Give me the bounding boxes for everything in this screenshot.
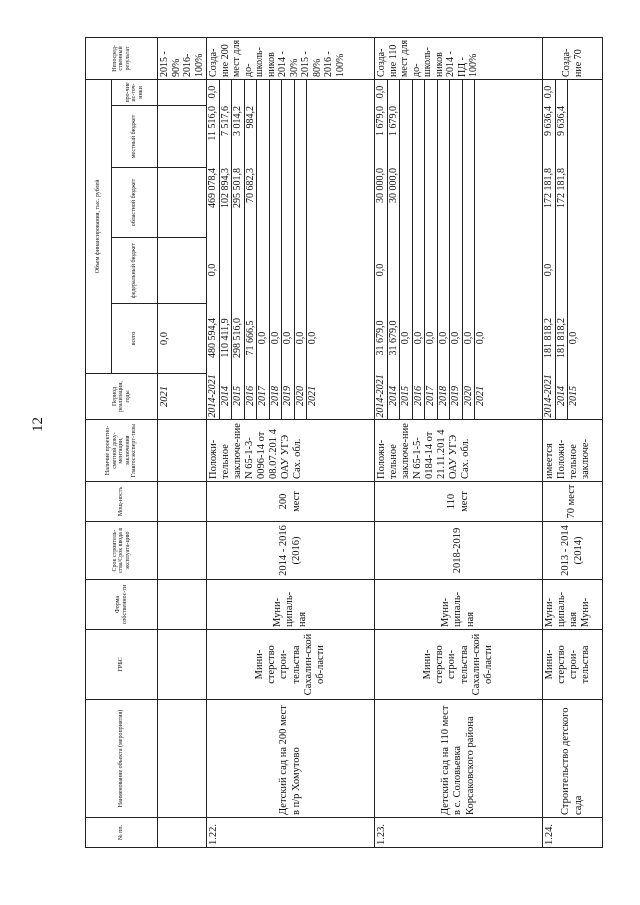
row-result: Созда-ние 110 мест для до-школь-ников 2014 - ПД - 100% — [375, 37, 543, 79]
header-other: про-чие ис-точ-ники — [112, 79, 158, 105]
funding-regional — [294, 167, 307, 237]
funding-year: 2017 — [257, 373, 270, 419]
funding-line — [543, 79, 555, 419]
funding-local: 3 014,2 — [232, 105, 245, 167]
funding-local — [450, 105, 463, 167]
row-ownership: Муни-ципаль-ная Муни- — [543, 580, 603, 630]
funding-line — [400, 79, 413, 419]
funding-other — [307, 79, 319, 105]
prev-result: 2015 - 90% 2016- 100% — [158, 37, 207, 79]
row-ownership: Муни-ципаль-ная — [375, 580, 543, 630]
row-deadline: 2014 - 2016 (2016) — [207, 522, 375, 580]
funding-other — [475, 79, 487, 105]
row-deadline: 2013 - 2014 (2014) — [543, 522, 603, 580]
row-ownership: Муни-ципаль-ная — [207, 580, 375, 630]
funding-total: 0,0 — [475, 331, 486, 345]
prev-year: 2021 — [158, 374, 207, 420]
funding-regional: 295 501,8 — [232, 167, 245, 237]
funding-other — [450, 79, 463, 105]
header-total: всего — [112, 304, 158, 374]
funding-year: 2020 — [462, 373, 475, 419]
funding-total: 31 679,0 — [375, 303, 387, 373]
funding-total: 0,0 — [294, 303, 307, 373]
funding-federal — [568, 237, 580, 303]
funding-local — [462, 105, 475, 167]
funding-year: 2018 — [437, 373, 450, 419]
funding-other: 0,0 — [375, 79, 387, 105]
funding-year: 2017 — [425, 373, 438, 419]
funding-regional — [475, 167, 487, 237]
funding-year: 2021 — [475, 386, 486, 406]
funding-regional: 102 894,3 — [219, 167, 232, 237]
header-federal: федеральный бюджет — [112, 238, 158, 304]
funding-year: 2019 — [282, 373, 295, 419]
funding-other — [232, 79, 245, 105]
funding-regional — [450, 167, 463, 237]
funding-line — [244, 79, 257, 419]
funding-total: 480 594,4 — [207, 303, 219, 373]
funding-year: 2016 — [412, 373, 425, 419]
row-capacity: 200 мест — [207, 482, 375, 522]
header-pd: Наличие проектно-сметной доку-ментации, заключения Главгосэксперт-тизы — [86, 420, 158, 482]
header-period: Период реализации, годы — [86, 374, 158, 420]
header-local: местный бюджет — [112, 106, 158, 168]
funding-line — [219, 79, 232, 419]
funding-local: 11 516,0 — [207, 105, 219, 167]
funding-line — [425, 79, 438, 419]
funding-local: 1 679,0 — [387, 105, 400, 167]
row-capacity: 70 мест — [543, 482, 603, 522]
funding-federal: 0,0 — [543, 237, 555, 303]
funding-other — [387, 79, 400, 105]
funding-local — [282, 105, 295, 167]
funding-local — [400, 105, 413, 167]
funding-local — [257, 105, 270, 167]
header-num: № пп. — [86, 818, 158, 848]
funding-total: 0,0 — [282, 303, 295, 373]
funding-local — [307, 105, 319, 167]
funding-local: 9 636,4 — [543, 105, 555, 167]
funding-regional: 469 078,4 — [207, 167, 219, 237]
funding-regional — [412, 167, 425, 237]
funding-other — [257, 79, 270, 105]
funding-federal — [412, 237, 425, 303]
funding-line — [462, 79, 475, 419]
funding-other — [437, 79, 450, 105]
funding-federal — [387, 237, 400, 303]
funding-year: 2014 — [387, 373, 400, 419]
funding-total: 0,0 — [437, 303, 450, 373]
funding-regional — [257, 167, 270, 237]
funding-other — [244, 79, 257, 105]
row-name: Строительство детского сада — [543, 700, 603, 818]
funding-local — [412, 105, 425, 167]
funding-line — [257, 79, 270, 419]
funding-federal — [232, 237, 245, 303]
funding-local: 984,2 — [244, 105, 257, 167]
funding-other: 0,0 — [207, 79, 219, 105]
funding-local — [294, 105, 307, 167]
row-funding-lines — [375, 79, 487, 419]
funding-regional: 172 181,8 — [555, 167, 568, 237]
funding-regional — [568, 167, 580, 237]
header-funding: Объем финансирования, тыс. рублей — [86, 79, 112, 373]
funding-other — [219, 79, 232, 105]
funding-local — [269, 105, 282, 167]
funding-regional: 172 181,8 — [543, 167, 555, 237]
row-grbs: Мини-стерство строи-тельства Сахалин-ской об-ласти — [207, 630, 375, 700]
funding-line — [232, 79, 245, 419]
funding-total: 31 679,0 — [387, 303, 400, 373]
funding-other — [462, 79, 475, 105]
funding-federal — [244, 237, 257, 303]
funding-other — [400, 79, 413, 105]
funding-regional — [425, 167, 438, 237]
funding-regional: 30 000,0 — [387, 167, 400, 237]
funding-local — [425, 105, 438, 167]
funding-federal — [425, 237, 438, 303]
funding-federal: 0,0 — [375, 237, 387, 303]
funding-line — [307, 79, 319, 419]
funding-local: 7 517,6 — [219, 105, 232, 167]
funding-line — [555, 79, 568, 419]
funding-year: 2014-2021 — [543, 374, 554, 418]
funding-other — [294, 79, 307, 105]
funding-line — [282, 79, 295, 419]
funding-regional — [269, 167, 282, 237]
funding-line — [387, 79, 400, 419]
funding-federal — [475, 237, 487, 303]
funding-other: 0,0 — [543, 79, 555, 105]
funding-year: 2015 — [400, 373, 413, 419]
funding-year: 2014 — [555, 373, 568, 419]
funding-other — [425, 79, 438, 105]
funding-line — [294, 79, 307, 419]
header-grbs: ГРБС — [86, 630, 158, 700]
funding-total: 181 818,2 — [543, 303, 555, 373]
funding-year: 2016 — [244, 373, 257, 419]
funding-regional — [307, 167, 319, 237]
header-ownership: Форма собственнос-ти — [86, 580, 158, 630]
funding-federal — [294, 237, 307, 303]
funding-local: 9 636,4 — [555, 105, 568, 167]
funding-total: 298 516,0 — [232, 303, 245, 373]
funding-regional — [462, 167, 475, 237]
funding-local: 1 679,0 — [375, 105, 387, 167]
row-num: 1.24. — [543, 818, 603, 848]
funding-federal — [462, 237, 475, 303]
page-number: 12 — [30, 417, 46, 432]
funding-federal — [400, 237, 413, 303]
funding-year: 2020 — [294, 373, 307, 419]
funding-line — [412, 79, 425, 419]
funding-year: 2015 — [232, 373, 245, 419]
funding-year: 2014-2021 — [207, 374, 218, 418]
row-result: Созда-ние 200 мест для до-школь-ников 2014 - 30% 2015 - 80% 2016 - 100% — [207, 37, 375, 79]
funding-year: 2019 — [450, 373, 463, 419]
funding-local — [437, 105, 450, 167]
funding-total: 0,0 — [450, 303, 463, 373]
header-name: Наименование объекта (мероприятия) — [86, 700, 158, 818]
funding-regional — [282, 167, 295, 237]
funding-federal — [307, 237, 319, 303]
funding-regional: 70 682,3 — [244, 167, 257, 237]
row-funding-lines — [543, 79, 580, 419]
row-capacity: 110 мест — [375, 482, 543, 522]
funding-total: 0,0 — [412, 303, 425, 373]
header-deadline: Срок строитель-ства/Срок ввода в эксплуата-цию — [86, 522, 158, 580]
funding-regional — [400, 167, 413, 237]
funding-year: 2015 — [568, 386, 579, 406]
funding-line — [375, 79, 387, 419]
funding-federal — [219, 237, 232, 303]
funding-year: 2021 — [307, 386, 318, 406]
funding-federal — [450, 237, 463, 303]
funding-total: 0,0 — [400, 303, 413, 373]
funding-line — [437, 79, 450, 419]
funding-federal: 0,0 — [207, 237, 219, 303]
header-capacity: Мощ-ность — [86, 482, 158, 522]
header-regional: областной бюджет — [112, 168, 158, 238]
funding-local — [568, 105, 580, 167]
funding-year: 2014-2021 — [375, 374, 386, 418]
funding-other — [412, 79, 425, 105]
funding-other — [269, 79, 282, 105]
row-pd: Положи-тельное заключе-ние N 65-1-5-0184-14 от 21.11.201 4 ОАУ УГЭ Сах. обл. — [375, 420, 543, 482]
funding-other — [555, 79, 568, 105]
row-num: 1.22. — [207, 818, 375, 848]
funding-total: 0,0 — [425, 303, 438, 373]
funding-other — [282, 79, 295, 105]
funding-federal — [257, 237, 270, 303]
funding-federal — [555, 237, 568, 303]
funding-line — [450, 79, 463, 419]
funding-federal — [269, 237, 282, 303]
funding-regional — [437, 167, 450, 237]
funding-other — [568, 79, 580, 105]
funding-year: 2014 — [219, 373, 232, 419]
funding-line — [207, 79, 219, 419]
funding-regional: 30 000,0 — [375, 167, 387, 237]
funding-total: 0,0 — [307, 331, 318, 345]
funding-total: 71 666,5 — [244, 303, 257, 373]
row-pd: имеется Положи-тельное заключе- — [543, 420, 603, 482]
funding-total: 110 411,9 — [219, 303, 232, 373]
row-pd: Положи-тельное заключе-ние N 65-1-3-0096-14 от 08.07.201 4 ОАУ УГЭ Сах. обл. — [207, 420, 375, 482]
funding-federal — [437, 237, 450, 303]
rotated-table-container — [85, 38, 630, 848]
row-funding-lines — [207, 79, 319, 419]
funding-total: 0,0 — [568, 331, 579, 345]
funding-federal — [282, 237, 295, 303]
row-name: Детский сад на 200 мест в п/р Хомутово — [207, 700, 375, 818]
funding-total: 0,0 — [462, 303, 475, 373]
row-name: Детский сад на 110 мест в с. Соловьевка Корсаковского района — [375, 700, 543, 818]
funding-total: 0,0 — [257, 303, 270, 373]
header-result: Непосред-ственный результат — [86, 37, 158, 79]
row-deadline: 2018-2019 — [375, 522, 543, 580]
funding-total: 0,0 — [269, 303, 282, 373]
prev-total: 0,0 — [158, 304, 207, 374]
funding-local — [475, 105, 487, 167]
funding-line — [475, 79, 487, 419]
funding-line — [568, 79, 580, 419]
funding-total: 181 818,2 — [555, 303, 568, 373]
row-num: 1.23. — [375, 818, 543, 848]
funding-line — [269, 79, 282, 419]
row-grbs: Мини-стерство строи-тельства — [543, 630, 603, 700]
funding-year: 2018 — [269, 373, 282, 419]
row-grbs: Мини-стерство строи-тельства Сахалин-ской об-ласти — [375, 630, 543, 700]
row-result: Созда-ние 70 — [543, 37, 603, 79]
funding-table — [85, 37, 603, 848]
